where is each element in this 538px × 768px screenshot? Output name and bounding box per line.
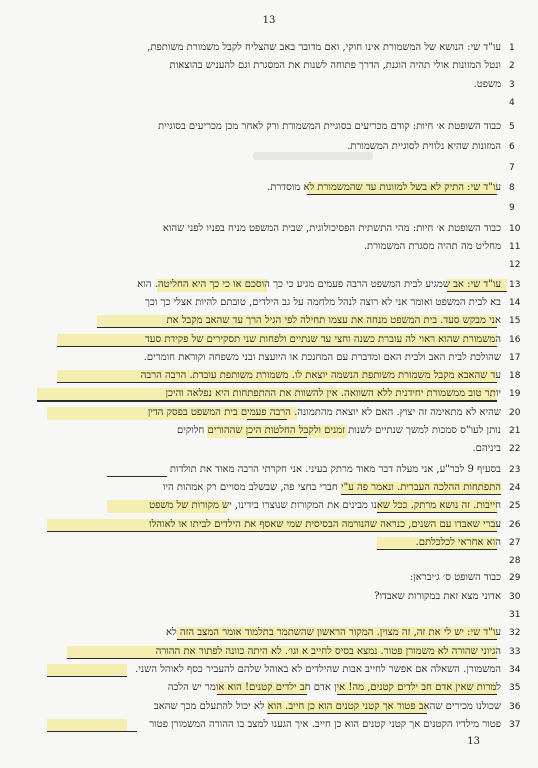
transcript-line: [34, 277, 527, 293]
line-text: פטור מילדיו הקטנים אך קטני קטנים הוא כן חייב. איך הגענו למצב בו ההורה המשמורן פטור: [149, 718, 501, 730]
line-number: 11: [509, 242, 521, 252]
transcript-line: [34, 313, 527, 329]
line-number: 10: [509, 223, 521, 234]
line-text: המשמורן. השאלה אם אפשר לחייב אבות שהילדים לא באוהל שלהם להעביר כסף לאוהל השני.: [135, 663, 501, 675]
transcript-line: [34, 405, 527, 421]
transcript-line: [34, 462, 527, 478]
line-text: התפתחות ההלכה העברית. ונאמר פה ע"י חברי בחצי פה, שבשלב מסויים רק אמהות היו: [162, 481, 501, 493]
transcript-line: [34, 386, 527, 402]
line-number: 16: [509, 334, 521, 345]
transcript-line: [34, 239, 527, 255]
transcript-line: [34, 589, 527, 605]
transcript-line: [34, 368, 527, 384]
transcript-line: [34, 498, 527, 514]
line-text: כבוד השופטת א׳ חיות: קודם מכריעים בסוגיית המשמורת ורק לאחר מכן מכריעים בסוגיית: [158, 121, 501, 133]
transcript-line: [34, 221, 527, 237]
line-number: 23: [509, 464, 521, 475]
line-number: 35: [509, 683, 521, 694]
transcript-line: [34, 699, 527, 715]
line-number: 26: [509, 519, 521, 530]
line-number: 19: [509, 389, 521, 400]
transcript-line: [34, 535, 527, 551]
line-text: מחליט מה תהיה מסגרת המשמורת.: [363, 241, 501, 252]
line-number: 5: [509, 122, 515, 133]
transcript-line: [34, 257, 527, 273]
line-number: 18: [509, 371, 521, 382]
line-number: 33: [509, 646, 521, 657]
line-number: 12: [509, 260, 521, 271]
transcript-line: [34, 607, 527, 623]
line-text: חייבות. זה נושא מרתק. ככל שאנו מבינים את המקורות שנוצרו בידינו, יש מקורות של משפט: [149, 500, 501, 512]
transcript-line: [34, 625, 527, 641]
transcript-line: [34, 553, 527, 569]
transcript-line: [34, 139, 527, 155]
transcript-line: [34, 58, 527, 74]
line-text: שהיא לא מתאימה זה יצוץ. האם לא יוצאת מהתמונה. הרבה פעמים בית המשפט בפסק הדין: [147, 406, 501, 418]
line-number: 13: [509, 279, 521, 290]
transcript-line: [34, 644, 527, 660]
line-text: עד שהאבא מקבל משמורת משותפת הנשמה יוצאת לו. משמורת משותפת עובדת. הרבה הרבה: [140, 370, 501, 382]
transcript-line: [34, 332, 527, 348]
line-text: כבוד השופט ס׳ ג׳יבראן:: [409, 572, 501, 584]
line-number: 9: [509, 203, 515, 214]
line-number: 8: [509, 183, 515, 194]
transcript-line: [34, 662, 527, 678]
line-number: 3: [509, 79, 515, 90]
line-text: עו"ד שי: אב שמגיע לבית המשפט הרבה פעמים מגיע כי כך הוסכם או כי כך היא החליטה. הוא: [137, 278, 501, 290]
line-text: הגיוני שהורה לא משמורן פטור. נמצא בסיס לחייב א וגו׳. לא היתה כוונה לפתור את ההורה: [155, 645, 501, 657]
transcript-line: [34, 119, 527, 135]
transcript-line: [34, 680, 527, 696]
line-text: המזונות שהיא נלווית לסוגיית המשמורת.: [347, 140, 501, 152]
line-text: כבוד השופטת א׳ חיות: מהי התשתית הפסיכולוגית, שבית המשפט מניח בפניו לפני שהוא: [162, 222, 501, 234]
line-number: 37: [509, 719, 521, 730]
line-text: שהולכת לבית האב ולבית האם ומדברת עם המחנכת או היועצת ובני משפחה וקוראת חומרים.: [143, 351, 501, 363]
line-number: 29: [509, 573, 521, 584]
transcript-line: [34, 423, 527, 439]
line-text: המשמורת שהוא ראוי לה עוברת כשנה וחצי עד שנתיים ולפחות שני תסקירים של פקידת סעד: [145, 333, 501, 345]
line-number: 6: [509, 141, 515, 152]
line-number: 30: [509, 591, 521, 602]
transcript-line: [34, 180, 527, 196]
line-text: נותן לעו"ס סמכות למשך שנתיים לשנות זמנים ולקבל החלטות היכן שההורים חלוקים: [176, 425, 501, 436]
transcript-line: [34, 517, 527, 533]
line-number: 32: [509, 628, 521, 639]
line-number: 28: [509, 556, 521, 567]
line-number: 25: [509, 501, 521, 512]
line-text: בסעיף 9 לבר"ע, אני מעלה דבר מאוד מרתק בעיני. אני חקרתי הרבה מאוד את תולדות: [169, 463, 501, 475]
transcript-line: [34, 717, 527, 733]
line-number: 21: [509, 426, 521, 436]
line-number: 34: [509, 664, 521, 675]
line-number: 7: [509, 162, 515, 173]
line-number: 4: [509, 97, 515, 108]
transcript-line: [34, 200, 527, 216]
line-text: יותר טוב ממשמורת יחידנית ללא השוואה. אין להשוות את ההתפתחות היא נפלאה והיכן: [165, 388, 501, 400]
line-text: עו"ד שי: יש לי את זה, זה מצוין. המקור הראשון שהשתמר בתלמוד אומר המצב הזה לא: [165, 627, 501, 639]
line-number: 2: [509, 61, 515, 72]
transcript-line: [34, 480, 527, 496]
line-text: עו"ד שי: הנושא של המשמורת אינו חוקי, ואם מדובר באב שהצליח לקבל משמורת משותפת,: [147, 42, 501, 53]
transcript-line: [34, 295, 527, 311]
line-number: 17: [509, 352, 521, 363]
page-number-bottom: 13: [467, 736, 480, 747]
line-text: בא לבית המשפט ואומר אני לא רוצה לנהל מלחמה על גב הילדים, טובתם להיות אצלי כך וכך: [145, 296, 501, 308]
line-text: אני מבקש סעד. בית המשפט מנחה את עצמו תחילה לפי הגיל הרך עד שהאב מקבל את: [166, 315, 501, 327]
line-text: משפט.: [473, 78, 501, 90]
line-number: 36: [509, 701, 521, 712]
line-number: 15: [509, 316, 521, 327]
line-number: 14: [509, 297, 521, 308]
line-text: אדוני מצא זאת במקורות שאבדו?: [374, 590, 501, 602]
line-text: ונטל המזונות אולי תהיה הוגנת, הדרך פתוחה לשנות את המסגרת וגם להעניש בהוצאות: [169, 60, 501, 72]
transcript-line: [34, 77, 527, 93]
transcript-line: [34, 40, 527, 56]
line-number: 1: [509, 43, 515, 53]
line-text: עו"ד שי: התיק לא בשל למזונות עד שהמשמורת לא מוסדרת.: [267, 182, 501, 194]
line-text: הוא אחראי לכלכלתם.: [415, 536, 501, 548]
transcript-line: [34, 570, 527, 586]
line-text: ביניהם.: [472, 443, 501, 455]
line-text: עברי שאבדו עם השנים, כנראה שהנורמה הבסיסית שמי שאסף את הילדים לביתו או לאוהלו: [149, 518, 501, 530]
line-text: שכולנו מכירים שהאב פטור אך קטני קטנים הוא כן חייב. הוא לא יכול להתעלם מכך שהאב: [153, 700, 501, 712]
transcript-line: [34, 350, 527, 366]
transcript-line: [34, 441, 527, 457]
line-text: למרות שאין אדם חב ילדים קטנים, מה! אין אדם חב ילדים קטנים! הוא אומר יש הלכה: [167, 682, 501, 694]
line-number: 24: [509, 482, 521, 493]
transcript-line: [34, 95, 527, 111]
line-number: 22: [509, 444, 521, 455]
transcript-line: [34, 160, 527, 176]
line-number: 31: [509, 610, 521, 620]
line-number: 20: [509, 407, 521, 418]
line-number: 27: [509, 537, 521, 548]
page-number-top: 13: [262, 15, 276, 26]
